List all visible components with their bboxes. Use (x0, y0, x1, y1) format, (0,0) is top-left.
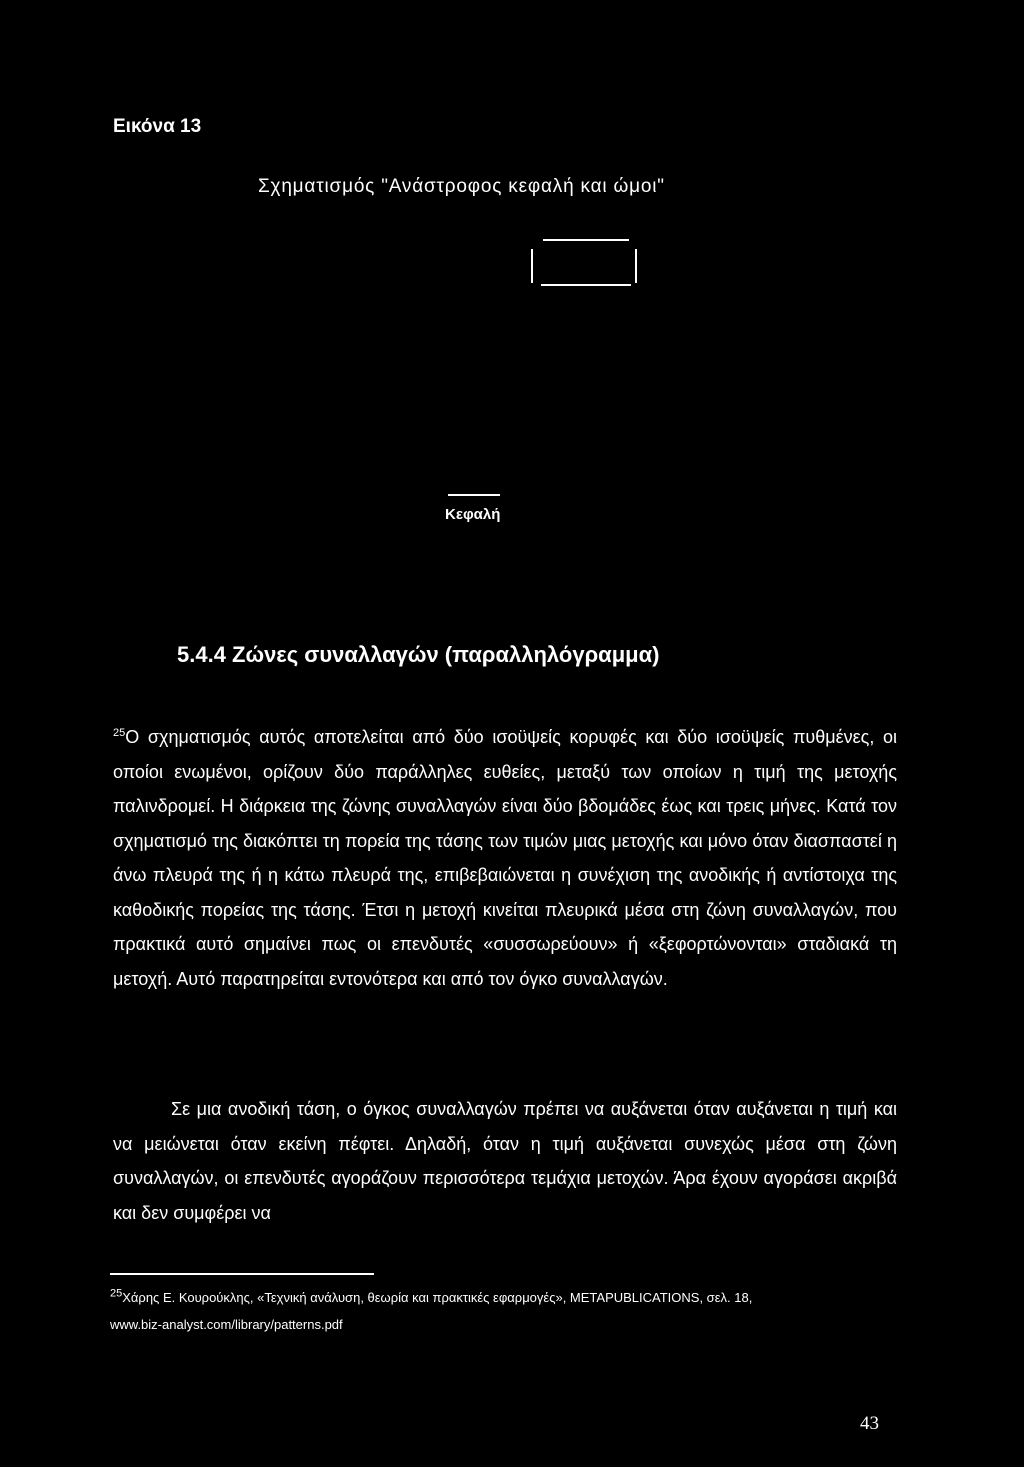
chart-line-top (543, 239, 629, 241)
figure-title: Σχηματισμός "Ανάστροφος κεφαλή και ώμοι" (258, 176, 665, 197)
head-marker-line (448, 494, 500, 496)
paragraph-1 (113, 720, 897, 996)
chart-line-bottom (541, 284, 631, 286)
head-label: Κεφαλή (445, 506, 501, 523)
footnote-link[interactable]: www.biz-analyst.com/library/patterns.pdf (110, 1317, 343, 1332)
paragraph-1-text: Ο σχηματισμός αυτός αποτελείται από δύο ισοϋψείς κορυφές και δύο ισοϋψείς πυθμένες, οι οποίοι ενωμένοι, ορίζουν δύο παράλληλες ευθείες, μεταξύ των οποίων η τιμή της μετοχής παλινδρομεί. Η διάρκεια της ζώνης συναλλαγών είναι δύο βδομάδες έως και τρεις μήνες. Κατά τον σχηματισμό της διακόπτει τη πορεία της τάσης των τιμών μιας μετοχής και μόνο όταν διασπαστεί η άνω πλευρά της ή η κάτω πλευρά της, επιβεβαιώνεται η συνέχιση της ανοδικής ή αντίστοιχα της καθοδικής πορείας της τάσης. Έτσι η μετοχή κινείται πλευρικά μέσα στη ζώνη συναλλαγών, που πρακτικά αυτό σημαίνει πως οι επενδυτές «συσσωρεύουν» ή «ξεφορτώνονται» σταδιακά τη μετοχή. Αυτό παρατηρείται εντονότερα και από τον όγκο συναλλαγών. (113, 727, 897, 989)
footnote-ref: 25 (113, 727, 126, 739)
chart-line-left (531, 249, 533, 283)
footnote-divider (110, 1273, 374, 1275)
footnote (110, 1287, 900, 1335)
footnote-text: Χάρης Ε. Κουρούκλης, «Τεχνική ανάλυση, θεωρία και πρακτικές εφαρμογές», METAPUBLICATIONS, σελ. 18, (122, 1290, 753, 1305)
page-number: 43 (860, 1413, 879, 1434)
footnote-marker: 25 (110, 1287, 123, 1300)
chart-line-right (635, 249, 637, 283)
paragraph-2: Σε μια ανοδική τάση, ο όγκος συναλλαγών πρέπει να αυξάνεται όταν αυξάνεται η τιμή και να μειώνεται όταν εκείνη πέφτει. Δηλαδή, όταν η τιμή αυξάνεται συνεχώς μέσα στη ζώνη συναλλαγών, οι επενδυτές αγοράζουν περισσότερα τεμάχια μετοχών. Άρα έχουν αγοράσει ακριβά και δεν συμφέρει να (113, 1099, 897, 1223)
figure-label: Εικόνα 13 (113, 116, 202, 137)
figure-chart-fragment (531, 239, 637, 286)
section-heading: 5.4.4 Ζώνες συναλλαγών (παραλληλόγραμμα) (177, 642, 660, 667)
